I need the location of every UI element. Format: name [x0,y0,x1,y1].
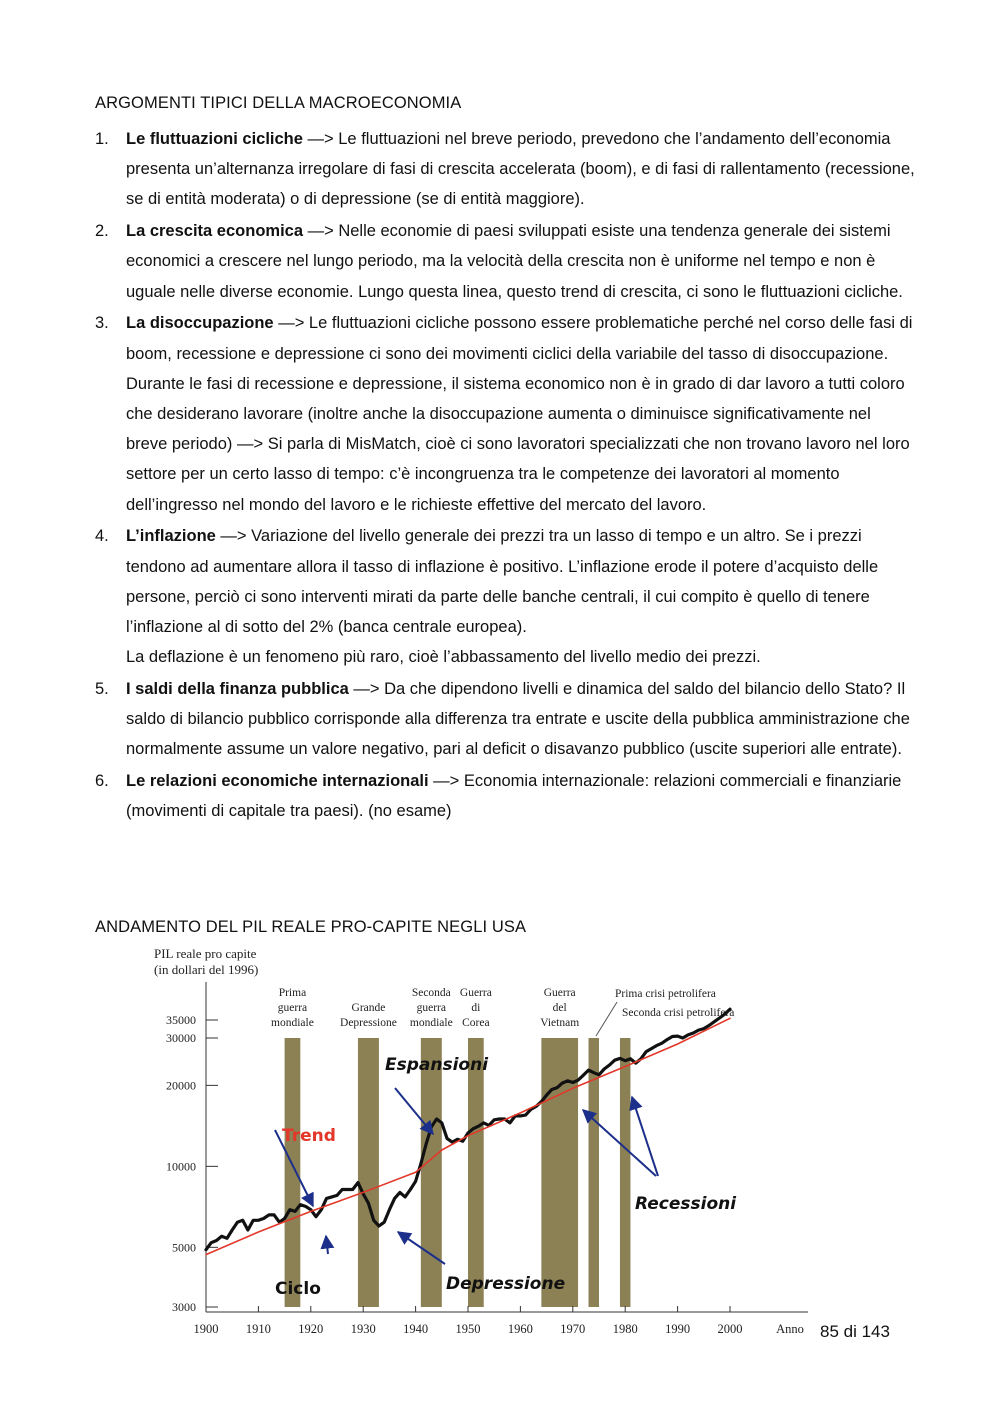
item-text: —> Da che dipendono livelli e dinamica del saldo del bilancio dello Stato? Il saldo di bilancio pubblico corrisponde alla differenza tra entrate e uscite della pubblica amministrazione che normalmente assume un valore negativo, pari al deficit o disavanzo pubblico (uscite superiori alle entrate). [126,680,910,759]
band-label: del [552,1002,567,1014]
item-text: —> Variazione del livello generale dei prezzi tra un lasso di tempo e un altro. Se i prezzi tendono ad aumentare allora il tasso di inflazione è positivo. L’inflazione erode il potere d’acquisto delle persone, perciò ci sono interventi mirati da parte delle banche centrali, il cui compito è quello di tenere l’inflazione al di sotto del 2% (banca centrale europea). [126,527,879,637]
x-tick-label: 1970 [560,1322,586,1336]
list-item: 6. Le relazioni economiche internazionali —> Economia internazionale: relazioni commerciali e finanziarie (movimenti di capitale tra paesi). (no esame) [95,772,902,821]
item-text: —> Economia internazionale: relazioni commerciali e finanziarie (movimenti di capitale tra paesi). (no esame) [126,772,902,821]
gdp-chart [150,944,810,1344]
y-tick-label: 5000 [172,1240,196,1255]
annotation-arrow [632,1097,658,1176]
x-tick-label: 1930 [350,1322,376,1336]
annotation-depressione: Depressione [446,1274,566,1294]
item-title: I saldi della finanza pubblica [126,680,349,699]
war-band [541,1038,578,1307]
band-label: guerra [416,1002,447,1014]
band-label: mondiale [271,1017,314,1029]
band-label: guerra [277,1002,308,1014]
band-label: Seconda [411,987,451,999]
x-tick-label: 1950 [455,1322,481,1336]
x-axis-label: Anno [776,1322,804,1336]
list-item: 5. I saldi della finanza pubblica —> Da che dipendono livelli e dinamica del saldo del bilancio dello Stato? Il saldo di bilancio pubblico corrisponde alla differenza tra entrate e uscite della pubblica amministrazione che normalmente assume un valore negativo, pari al deficit o disavanzo pubblico (uscite superiori alle entrate). [95,680,910,759]
x-tick-label: 1960 [507,1322,533,1336]
band-label: di [471,1002,481,1014]
item-text: —> Le fluttuazioni cicliche possono essere problematiche perché nel corso delle fasi di boom, recessione e depressione ci sono dei movimenti ciclici della variabile del tasso di disoccupazione. Durante le fasi di recessione e depressione, il sistema economico non è in grado di dar lavoro a tutti coloro che desiderano lavorare (inoltre anche la disoccupazione aumenta o diminuisce significativamente nel breve periodo) —> Si parla di MisMatch, cioè ci sono lavoratori specializzati che non trovano lavoro nel loro settore per un certo lasso di tempo: c’è incongruenza tra le competenze dei lavoratori al momento dell’ingresso nel mondo del lavoro e le richieste effettive del mercato del lavoro. [126,314,913,514]
x-tick-label: 1940 [403,1322,429,1336]
item-title: L’inflazione [126,527,216,546]
war-band [358,1038,379,1307]
x-tick-label: 1990 [665,1322,691,1336]
annotation-trend: Trend [282,1126,336,1146]
war-band [421,1038,442,1307]
annotation-ciclo: Ciclo [275,1279,321,1299]
y-axis-label: (in dollari del 1996) [154,962,259,977]
band-label: Seconda crisi petrolifera [622,1007,735,1019]
x-tick-label: 1900 [193,1322,219,1336]
x-tick-label: 1920 [298,1322,324,1336]
band-label: Depressione [340,1017,397,1029]
band-label: Grande [351,1002,386,1014]
war-band [285,1038,301,1307]
band-label: Corea [462,1017,490,1029]
page-heading: ARGOMENTI TIPICI DELLA MACROECONOMIA [95,94,462,112]
y-tick-label: 30000 [166,1031,196,1045]
list-item: 3. La disoccupazione —> Le fluttuazioni cicliche possono essere problematiche perché nel corso delle fasi di boom, recessione e depressione ci sono dei movimenti ciclici della variabile del tasso di disoccupazione. Durante le fasi di recessione e depressione, il sistema economico non è in grado di dar lavoro a tutti coloro che desiderano lavorare (inoltre anche la disoccupazione aumenta o diminuisce significativamente nel breve periodo) —> Si parla di MisMatch, cioè ci sono lavoratori specializzati che non trovano lavoro nel loro settore per un certo lasso di tempo: c’è incongruenza tra le competenze dei lavoratori al momento dell’ingresso nel mondo del lavoro e le richieste effettive del mercato del lavoro. [95,314,913,514]
item-extra-text: La deflazione è un fenomeno più raro, cioè l’abbassamento del livello medio dei prezzi. [126,648,761,667]
y-tick-label: 10000 [166,1159,196,1174]
y-tick-label: 35000 [166,1012,196,1027]
x-tick-label: 1910 [245,1322,271,1336]
band-label: Prima crisi petrolifera [615,988,716,1000]
item-title: La disoccupazione [126,314,274,333]
y-axis-label: PIL reale pro capite [154,946,257,961]
item-title: La crescita economica [126,222,304,241]
page-number: 85 di 143 [820,1322,890,1341]
y-tick-label: 3000 [172,1300,196,1314]
chart-heading: ANDAMENTO DEL PIL REALE PRO-CAPITE NEGLI USA [95,918,527,936]
band-label: Prima [278,987,307,999]
y-tick-label: 20000 [166,1078,196,1093]
x-tick-label: 1980 [612,1322,638,1336]
x-tick-label: 2000 [717,1322,743,1336]
band-label: Vietnam [540,1017,580,1029]
list-item: 2. La crescita economica —> Nelle economie di paesi sviluppati esiste una tendenza generale dei sistemi economici a crescere nel lungo periodo, ma la velocità della crescita non è uniforme nel tempo e non è uguale nelle diverse economie. Lungo questa linea, questo trend di crescita, ci sono le fluttuazioni cicliche. [95,222,903,301]
war-band [620,1038,630,1307]
band-label: mondiale [409,1017,453,1029]
topic-list [95,124,915,828]
item-title: Le fluttuazioni cicliche [126,130,303,148]
band-label: Guerra [459,987,492,999]
annotation-espansioni: Espansioni [385,1055,489,1075]
item-text: —> Le fluttuazioni nel breve periodo, prevedono che l’andamento dell’economia presenta un’alternanza irregolare di fasi di crescita accelerata (boom), e di fasi di rallentamento (recessione, se di entità moderata) o di depressione (se di entità maggiore). [126,130,915,209]
war-band [468,1038,484,1307]
list-item: 4. L’inflazione —> Variazione del livello generale dei prezzi tra un lasso di tempo e un altro. Se i prezzi tendono ad aumentare allora il tasso di inflazione è positivo. L’inflazione erode il potere d’acquisto delle persone, perciò ci sono interventi mirati da parte delle banche centrali, il cui compito è quello di tenere l’inflazione al di sotto del 2% (banca centrale europea). La deflazione è un fenomeno più raro, cioè l’abbassamento del livello medio dei prezzi. [95,527,879,667]
band-label: Guerra [543,987,576,999]
annotation-recessioni: Recessioni [635,1194,737,1214]
item-text: —> Nelle economie di paesi sviluppati esiste una tendenza generale dei sistemi economici a crescere nel lungo periodo, ma la velocità della crescita non è uniforme nel tempo e non è uguale nelle diverse economie. Lungo questa linea, questo trend di crescita, ci sono le fluttuazioni cicliche. [126,222,903,301]
annotation-arrow [326,1236,328,1254]
list-item: 1. Le fluttuazioni cicliche —> Le fluttuazioni nel breve periodo, prevedono che l’andamento dell’economia presenta un’alternanza irregolare di fasi di crescita accelerata (boom), e di fasi di rallentamento (recessione, se di entità moderata) o di depressione (se di entità maggiore). [95,130,915,209]
item-title: Le relazioni economiche internazionali [126,772,429,791]
leader-line [596,1002,617,1036]
